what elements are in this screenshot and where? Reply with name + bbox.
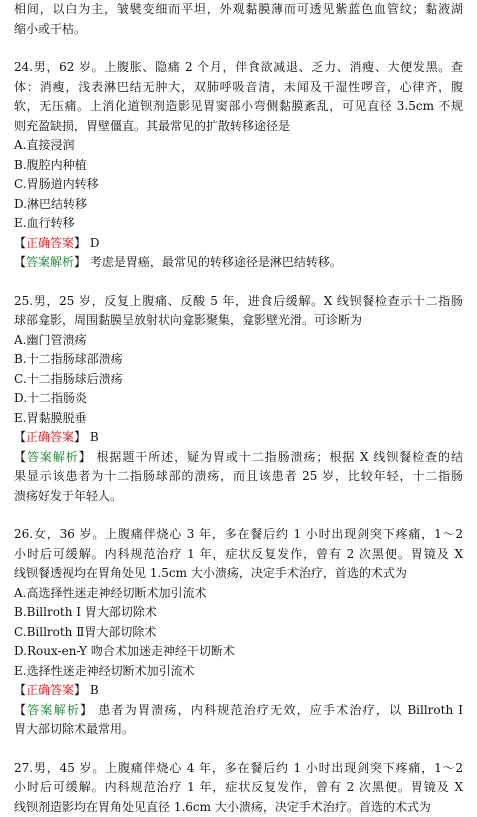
correct-answer-row: 【正确答案】 D [14, 234, 463, 254]
text-line: 相间，以白为主，皱襞变细而平坦，外观黏膜薄而可透见紫蓝色血管纹；黏液湖 [14, 0, 463, 20]
analysis-row: 【答案解析】 考虑是胃癌，最常见的转移途径是淋巴结转移。 [14, 253, 463, 273]
question-stem-line: 线钡剂造影均在胃角处见直径 1.6cm 大小溃疡，决定手术治疗。首选的术式为 [14, 798, 463, 817]
correct-answer-label: 正确答案 [26, 236, 74, 250]
question-stem-line: 25.男，25 岁，反复上腹痛、反酸 5 年，进食后缓解。X 线钡餐检查示十二指肠 [14, 292, 463, 312]
question-stem-line: 24.男，62 岁。上腹胀、隐痛 2 个月，伴食欲减退、乏力、消瘦、大便发黑。查 [14, 58, 463, 78]
question-stem-line: 小时后可缓解。内科规范治疗 1 年，症状反复发作，曾有 2 次黑便。胃镜及 X [14, 778, 463, 798]
option-d: D.淋巴结转移 [14, 195, 463, 215]
analysis-text: 患者为胃溃疡，内科规范治疗无效，应手术治疗，以 Billroth Ⅰ [98, 703, 463, 717]
question-stem-line: 27.男，45 岁。上腹痛伴烧心 4 年，多在餐后约 1 小时出现剑突下疼痛，1～2 [14, 759, 463, 779]
option-a: A.直接浸润 [14, 136, 463, 156]
correct-answer-label: 正确答案 [26, 430, 74, 444]
question-stem-line: 球部龛影，周围黏膜呈放射状向龛影聚集，龛影壁光滑。可诊断为 [14, 311, 463, 331]
option-d: D.Roux-en-Y 吻合术加迷走神经干切断术 [14, 642, 463, 662]
option-c: C.十二指肠球后溃疡 [14, 370, 463, 390]
option-b: B.腹腔内种植 [14, 156, 463, 176]
correct-answer-value: B [90, 430, 99, 444]
option-d: D.十二指肠炎 [14, 389, 463, 409]
question-stem-line: 体：消瘦，浅表淋巴结无肿大，双肺呼吸音清，未闻及干湿性啰音，心律齐，腹 [14, 78, 463, 98]
question-stem-line: 线钡餐透视均在胃角处见 1.5cm 大小溃疡，决定手术治疗，首选的术式为 [14, 564, 463, 584]
correct-answer-value: B [90, 683, 99, 697]
correct-answer-value: D [90, 236, 100, 250]
spacer [14, 740, 463, 759]
intro-paragraph [14, 0, 463, 39]
question-26 [14, 525, 463, 740]
analysis-text-line: 果显示该患者为十二指肠球部的溃疡，而且该患者 25 岁，比较年轻，十二指肠 [14, 467, 463, 487]
question-24 [14, 58, 463, 273]
analysis-text: 考虑是胃癌，最常见的转移途径是淋巴结转移。 [90, 255, 342, 269]
question-stem-line: 则充盈缺损，胃壁僵直。其最常见的扩散转移途径是 [14, 117, 463, 137]
spacer [14, 273, 463, 292]
spacer [14, 39, 463, 58]
analysis-row: 【答案解析】 患者为胃溃疡，内科规范治疗无效，应手术治疗，以 Billroth Ⅰ [14, 701, 463, 721]
analysis-text: 根据题干所述，疑为胃或十二指肠溃疡；根据 X 线钡餐检查的结 [96, 450, 463, 464]
option-a: A.幽门管溃疡 [14, 331, 463, 351]
question-stem-line: 软，无压痛。上消化道钡剂造影见胃窦部小弯侧黏膜紊乱，可见直径 3.5cm 不规 [14, 97, 463, 117]
question-25 [14, 292, 463, 507]
correct-answer-row: 【正确答案】 B [14, 428, 463, 448]
option-c: C.胃肠道内转移 [14, 175, 463, 195]
option-a: A.高选择性迷走神经切断术加引流术 [14, 584, 463, 604]
text-line: 缩小或干枯。 [14, 20, 463, 40]
spacer [14, 506, 463, 525]
option-b: B.十二指肠球部溃疡 [14, 350, 463, 370]
analysis-text-line: 溃疡好发于年轻人。 [14, 487, 463, 507]
question-stem-line: 小时后可缓解。内科规范治疗 1 年，症状反复发作，曾有 2 次黑便。胃镜及 X [14, 545, 463, 565]
analysis-label: 答案解析 [27, 703, 80, 717]
option-e: E.血行转移 [14, 214, 463, 234]
option-e: E.胃黏膜脱垂 [14, 409, 463, 429]
correct-answer-label: 正确答案 [26, 683, 74, 697]
option-b: B.Billroth Ⅰ 胃大部切除术 [14, 603, 463, 623]
correct-answer-row: 【正确答案】 B [14, 681, 463, 701]
analysis-label: 答案解析 [26, 255, 74, 269]
option-e: E.选择性迷走神经切断术加引流术 [14, 662, 463, 682]
question-stem-line: 26.女，36 岁。上腹痛伴烧心 3 年，多在餐后约 1 小时出现剑突下疼痛，1～2 [14, 525, 463, 545]
analysis-text-line: 胃大部切除术最常用。 [14, 720, 463, 740]
question-27 [14, 759, 463, 817]
analysis-row: 【答案解析】 根据题干所述，疑为胃或十二指肠溃疡；根据 X 线钡餐检查的结 [14, 448, 463, 468]
option-c: C.Billroth Ⅱ胃大部切除术 [14, 623, 463, 643]
analysis-label: 答案解析 [27, 450, 79, 464]
